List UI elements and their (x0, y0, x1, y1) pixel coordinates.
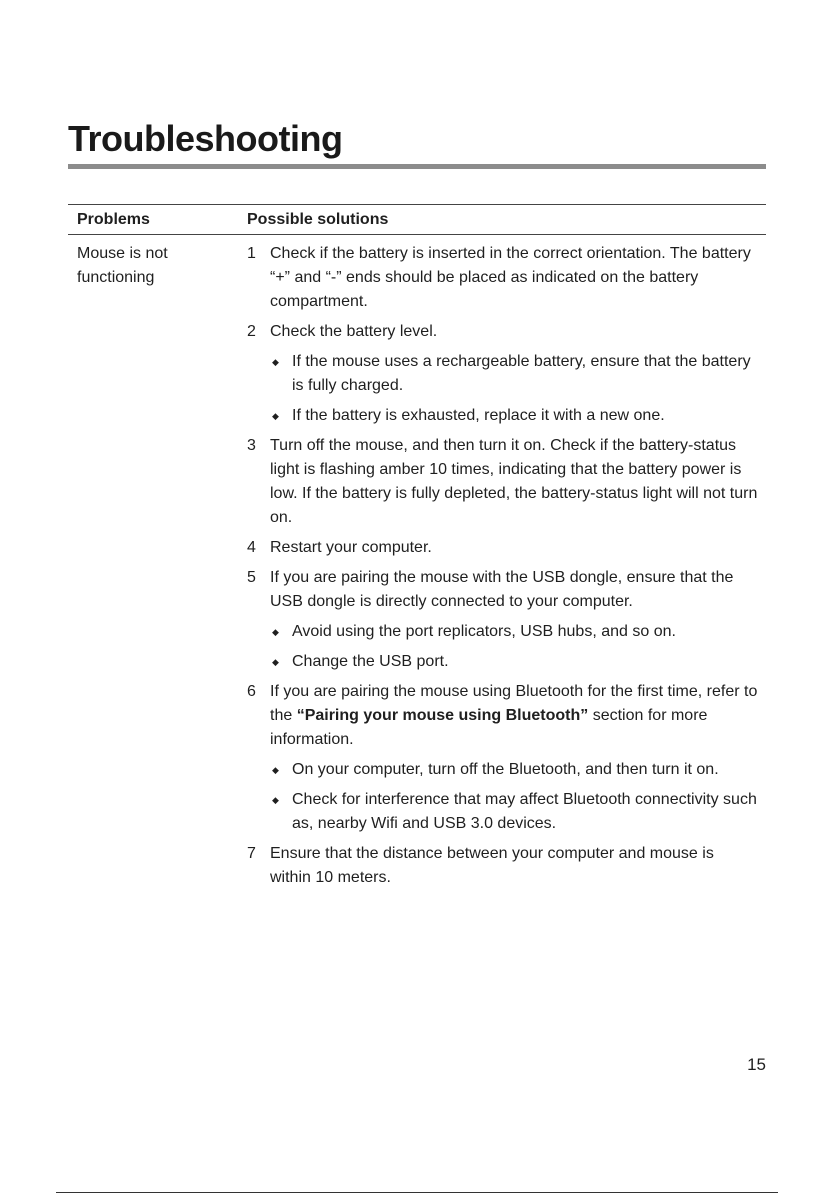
step-bullets (270, 758, 758, 836)
step-4 (247, 536, 766, 560)
step-number: 2 (247, 323, 256, 340)
page-number: 15 (747, 1055, 766, 1074)
step-text: Check the battery level. (270, 323, 438, 340)
step-number: 5 (247, 569, 256, 586)
step-text: section for more information. (270, 707, 708, 748)
solution-steps (247, 242, 766, 890)
step-number: 7 (247, 845, 256, 862)
bullet-item (270, 350, 758, 398)
step-text: If you are pairing the mouse using Bluetooth for the first time, refer to the (270, 683, 758, 724)
table-header-row (68, 205, 766, 235)
step-number: 6 (247, 683, 256, 700)
problem-cell (68, 242, 238, 896)
title-underline (68, 164, 766, 169)
step-text: Restart your computer. (270, 539, 432, 556)
diamond-bullet-icon: ◆ (272, 765, 279, 775)
bullet-item (270, 404, 758, 428)
step-5 (247, 566, 766, 674)
step-3 (247, 434, 766, 530)
step-1 (247, 242, 766, 314)
step-6 (247, 680, 766, 836)
step-bullets (270, 350, 758, 428)
step-number: 4 (247, 539, 256, 556)
step-number: 3 (247, 437, 256, 454)
diamond-bullet-icon: ◆ (272, 657, 279, 667)
bullet-item (270, 620, 758, 644)
bullet-text: If the battery is exhausted, replace it with a new one. (292, 407, 665, 424)
bullet-item (270, 650, 758, 674)
bullet-text: If the mouse uses a rechargeable battery, ensure that the battery is fully charged. (292, 353, 751, 394)
header-solutions: Possible solutions (247, 210, 389, 228)
bullet-item (270, 758, 758, 782)
table-row (68, 235, 766, 896)
page-title: Troubleshooting (68, 118, 343, 159)
footer-divider (56, 1192, 778, 1193)
diamond-bullet-icon: ◆ (272, 357, 279, 367)
diamond-bullet-icon: ◆ (272, 627, 279, 637)
bullet-text: Change the USB port. (292, 653, 449, 670)
step-text: Check if the battery is inserted in the correct orientation. The battery “+” and “-” ends should be placed as indicated on the battery compartment. (270, 245, 751, 310)
step-number: 1 (247, 245, 256, 262)
diamond-bullet-icon: ◆ (272, 795, 279, 805)
step-2 (247, 320, 766, 428)
problem-text: Mouse is not functioning (77, 245, 168, 286)
bullet-text: Check for interference that may affect Bluetooth connectivity such as, nearby Wifi and USB 3.0 devices. (292, 791, 757, 832)
step-7 (247, 842, 766, 890)
section-reference: “Pairing your mouse using Bluetooth” (296, 707, 589, 724)
step-text: Ensure that the distance between your computer and mouse is within 10 meters. (270, 845, 714, 886)
bullet-text: Avoid using the port replicators, USB hubs, and so on. (292, 623, 676, 640)
step-bullets (270, 620, 758, 674)
solution-cell (238, 242, 766, 896)
troubleshooting-table (68, 204, 766, 896)
step-text: If you are pairing the mouse with the USB dongle, ensure that the USB dongle is directly connected to your computer. (270, 569, 734, 610)
header-problems: Problems (77, 210, 150, 228)
diamond-bullet-icon: ◆ (272, 411, 279, 421)
bullet-text: On your computer, turn off the Bluetooth, and then turn it on. (292, 761, 719, 778)
step-text: Turn off the mouse, and then turn it on. Check if the battery-status light is flashing amber 10 times, indicating that the battery power is low. If the battery is fully depleted, the battery-status light will not turn on. (270, 437, 758, 526)
bullet-item (270, 788, 758, 836)
